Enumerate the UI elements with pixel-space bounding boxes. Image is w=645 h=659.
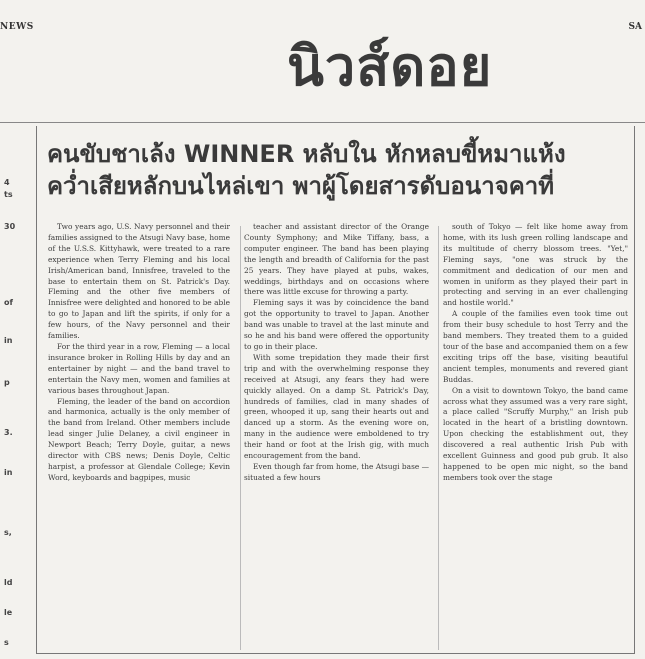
paragraph: Even though far from home, the Atsugi base — situated a few hours <box>244 461 429 482</box>
running-header-right: SA <box>628 22 642 32</box>
margin-fragment: 4 <box>4 178 10 187</box>
paragraph: With some trepidation they made their first trip and with the overwhelming response they received at Atsugi, any fears they had were quickly allayed. On a damp St. Patrick's Day, hundreds of families, clad in many shades of green, whooped it up, sang their hearts out and danced up a storm. As the evening wore on, many in the audience were emboldened to try their hand or foot at the Irish gig, with much encouragement from the band. <box>244 352 429 461</box>
margin-fragment: 30 <box>4 222 16 231</box>
running-header-left: NEWS <box>0 22 34 32</box>
margin-fragment: in <box>4 468 13 477</box>
frame-left-border <box>36 126 37 654</box>
paragraph: Two years ago, U.S. Navy personnel and their families assigned to the Atsugi Navy base, home of the U.S.S. Kittyhawk, were treated to a rare experience when Terry Fleming and his local Irish/American band, Innisfree, traveled to the base to entertain them on St. Patrick's Day. Fleming and the other five members of Innisfree were delighted and honored to be able to go to Japan and lift the spirits, if only for a few hours, of the Navy personnel and their families. <box>48 222 230 341</box>
margin-fragment: in <box>4 336 13 345</box>
margin-fragment: 3. <box>4 428 13 437</box>
margin-fragment: p <box>4 378 10 387</box>
paragraph: On a visit to downtown Tokyo, the band came across what they assumed was a very rare sight, a place called "Scruffy Murphy," an Irish pub located in the heart of a bristling downtown. Upon checking the establishment out, they discovered a real authentic Irish Pub with excellent Guinness and good pub grub. It also happened to be open mic night, so the band members took over the stage <box>443 385 628 482</box>
body-column-1 <box>48 222 230 652</box>
article-headline <box>47 138 632 202</box>
paragraph: A couple of the families even took time out from their busy schedule to host Terry and the band members. They treated them to a guided tour of the base and accompanied them on a few exciting trips off the base, visiting beautiful ancient temples, monuments and revered giant Buddas. <box>443 309 628 384</box>
paragraph: For the third year in a row, Fleming — a local insurance broker in Rolling Hills by day and an entertainer by night — and the band travel to entertain the Navy men, women and families at various bases throughout Japan. <box>48 341 230 395</box>
paragraph: Fleming says it was by coincidence the band got the opportunity to travel to Japan. Another band was unable to travel at the last minute and so he and his band were offered the opportunity to go in their place. <box>244 298 429 351</box>
section-banner: นิวส์ดอย <box>287 35 493 98</box>
margin-fragment: of <box>4 298 13 307</box>
margin-fragment: s, <box>4 528 12 537</box>
margin-fragment: le <box>4 608 13 617</box>
top-margin <box>0 0 645 22</box>
headline-line-1: คนขับชาเล้ง WINNER หลับใน หักหลบขี้หมาแห้ง <box>47 140 566 168</box>
headline-line-2: คว่ำเสียหลักบนไหล่เขา พาผู้โดยสารดับอนาจคาที่ <box>47 172 555 200</box>
margin-fragment: s <box>4 638 9 647</box>
article-body <box>48 222 636 652</box>
body-column-3 <box>443 222 628 652</box>
paragraph: Fleming, the leader of the band on accordion and harmonica, actually is the only member of the band from Ireland. Other members include lead singer Julie Delaney, a civil engineer in Newport Beach; Terry Doyle, guitar, a news director with CBS news; Denis Doyle, Celtic harpist, a professor at Glendale College; Kevin Word, keyboards and bagpipes, music <box>48 396 230 482</box>
margin-fragment: ld <box>4 578 13 587</box>
body-column-2 <box>244 222 429 652</box>
margin-fragment: ts <box>4 190 13 199</box>
top-rule <box>0 122 645 123</box>
frame-bottom-border <box>36 653 635 654</box>
paragraph: teacher and assistant director of the Orange County Symphony; and Mike Tiffany, bass, a computer engineer. The band has been playing the length and breadth of California for the past 25 years. They have played at pubs, wakes, weddings, birthdays and on occasions where there was little excuse for throwing a party. <box>244 222 429 297</box>
paragraph: south of Tokyo — felt like home away from home, with its lush green rolling landscape and its multitude of cherry blossom trees. "Yet," Fleming says, "one was struck by the commitment and dedication of our men and women in uniform as they played their part in protecting and serving in an ever challenging and hostile world." <box>443 222 628 308</box>
